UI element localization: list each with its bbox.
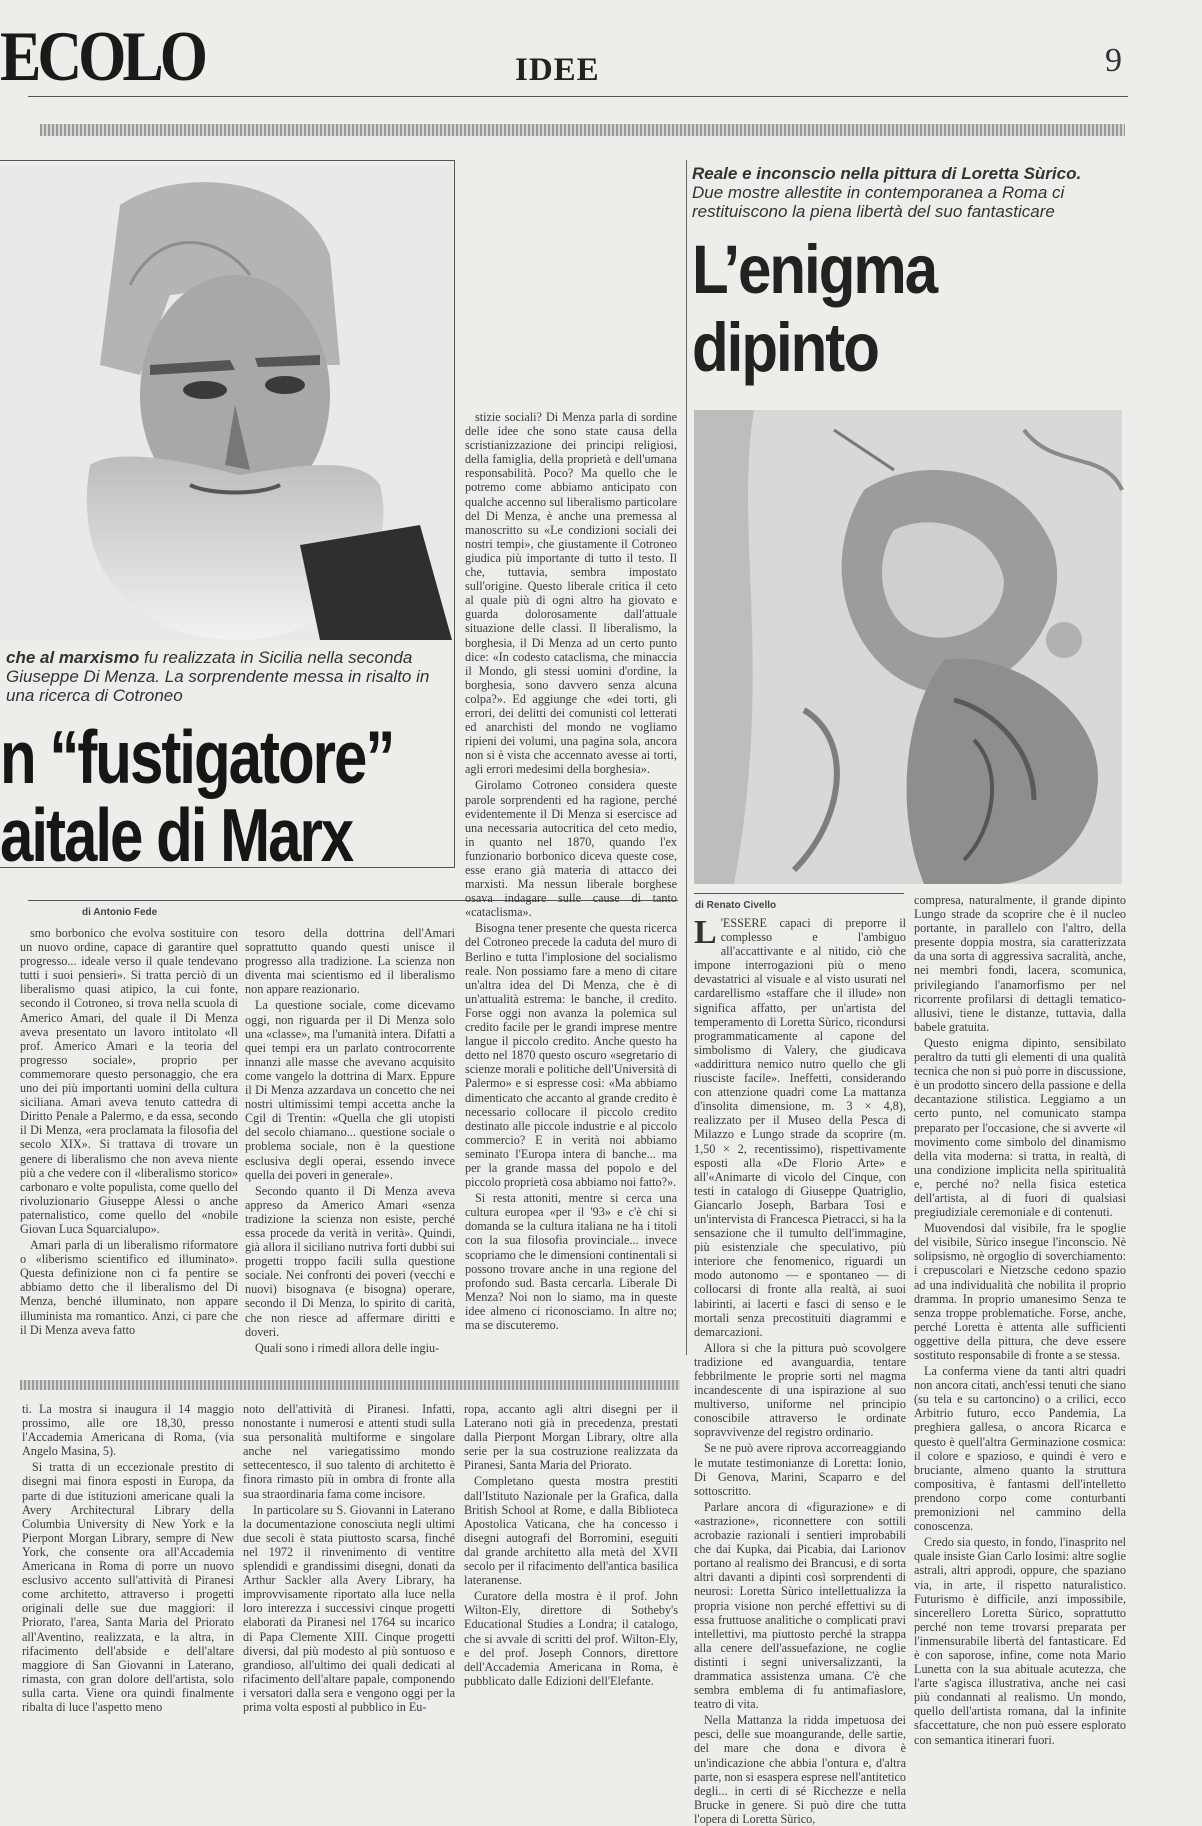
left-column-3 [465, 410, 677, 1356]
paragraph: noto dell'attività di Piranesi. Infatti, nonostante i numerosi e attenti studi sulla sua personalità multiforme e singolare anche nel variegatissimo mondo settecentesco, il suo talento di architetto è finora rimasto più in ombra di fronte alla sua straordinaria fama come incisore. [243, 1402, 455, 1501]
bottom-band [20, 1380, 680, 1390]
section-title: IDEE [515, 52, 600, 88]
header-rule [28, 96, 1128, 97]
left-headline-line2: aitale di Marx [0, 793, 353, 877]
right-column-2 [914, 893, 1126, 1754]
paragraph: Questo enigma dipinto, sensibilato peraltro da tutti gli elementi di una qualità tecnica che non si può porre in discussione, è un prodotto sincero della passione e della decantazione stilistica. Leggiamo a un certo punto, nel comunicato stampa preparato per l'occasione, che si avverte «il movimento come simbolo del dinamismo della vita moderna: si tratta, in realtà, di una condizione implicita nella spiritualità e, perché no? nella fisica estetica dell'artista, al di fuori di qualsiasi pregiudiziale ceremoniale e di contenuti. [914, 1035, 1126, 1220]
byline-rule-right [694, 893, 904, 894]
right-kicker [692, 164, 1092, 221]
painting-illustration [694, 410, 1122, 884]
bottom-column-3 [464, 1402, 678, 1754]
kicker-text: Due mostre allestite in contemporanea a Roma ci restituiscono la piena libertà del suo fantasticare [692, 183, 1065, 221]
paragraph: Curatore della mostra è il prof. John Wilton-Ely, direttore di Sotheby's Educational Studies a Londra; il catalogo, che si avvale di scritti del prof. Wilton-Ely, e del prof. Joseph Connors, direttore dell'Accademia Americana in Roma, è pubblicato dalle Edizioni dell'Elefante. [464, 1589, 678, 1688]
paragraph: Parlare ancora di «figurazione» e di «astrazione», riconnettere con sottili acrobazie razionali i sentieri improbabili che dai Kupka, dai Picabia, dai Larionov portano al realismo dei Brancusi, e di sorta altri davanti a dipinti così sorprendenti di neurosi: Loretta Sùrico intellettualizza la propria visione non perché effettivi su di essa fruttuose analitiche o complicati pravi intellettivi, ma piuttosto perché la strappa alla cenere dell'assuefazione, ne coglie distinti i segni universalizzanti, la drammatica assistenza umana. C'è che sembra emblema di fu antimafiaslore, teatro di vita. [694, 1499, 906, 1712]
caption-bold: che al marxismo [6, 648, 140, 667]
paragraph: Si tratta di un eccezionale prestito di disegni mai finora esposti in Europa, da parte di due istituzioni americane quali la Avery Architectural Library della Columbia University di New York e la Pierpont Morgan Library, sempre di New York, che consente ora all'Accademia Americana in Roma di porre un nuovo esclusivo accento sull'attività di Piranesi come architetto, attraverso i progetti originali delle sue due maggiori: il Priorato, l'area, Santa Maria del Priorato all'Aventino, realizzata, e la altra, in rifacimento dell'abside e dell'altare maggiore di San Giovanni in Laterano, rimasta, con gran dolore dell'artista, solo sulla carta. Viene ora quindi finalmente ribalta di luce l'aspetto meno [22, 1460, 234, 1714]
left-column-1 [20, 926, 238, 1356]
paragraph: smo borbonico che evolva sostituire con un nuovo ordine, capace di garantire quel progresso... ideale verso il quale tendevano tutti i suoi pensieri». Si tratta perciò di un liberalismo quasi atipico, la cui fonte, secondo il Cotroneo, si trova nella scuola di Americo Amari, del quale il Di Menza aveva presentato un lavoro intitolato «Il prof. Americo Amari e la teoria del progresso sociale», proprio per commemorare questo personaggio, che era uno dei più importanti uomini della cultura siciliana. Amari aveva tenuto cattedra di Diritto Penale a Palermo, e da essa, secondo il Di Menza, «era proclamata la filosofia del secolo XIX». Si trattava di trovare un genere di liberalismo che non aveva niente più a che vedere con il «liberalismo storico» carbonaro e volte populista, come quello del rivoluzionario Giuseppe Alessi o anche paternalistico, come quello del «nobile Giovan Luca Squarcialupo». [20, 926, 238, 1236]
paragraph: Quali sono i rimedi allora delle ingiu- [255, 1340, 440, 1355]
paragraph: Bisogna tener presente che questa ricerca del Cotroneo precede la caduta del muro di Berlino e tutta l'implosione del socialismo reale. Non possiamo fare a meno di citare un'altra idea del Di Menza, che è di un'attualità estrema: le banche, il credito. Forse oggi non avanza la polemica sul credito facile per le grandi imprese mentre langue il piccolo credito. Anche questo ha detto nel 1870 questo oscuro «segretario di scienze morali e politiche dell'Università di Palermo» e si espresse così: «Ma abbiamo dimenticato che accanto al grande credito è necessario collocare il piccolo credito destinato alle piccole industrie e al piccolo commercio? E in verità noi abbiamo seminato l'Europa intera di banche... ma per la grande massa del popolo e del piccolo proprietà cosa abbiamo noi fatto?». [465, 921, 677, 1190]
bottom-column-2 [243, 1402, 455, 1754]
paragraph: La questione sociale, come dicevamo oggi, non riguarda per il Di Menza solo una «classe», ma l'umanità intera. Difatti a quei tempi era un parlato controcorrente innanzi alle masse che avevano acquisito come vangelo la dottrina di Marx. Eppure il Di Menza azzardava un concetto che nei nostri ultimissimi tempi accetta anche la Cgil di Trentin: «Quella che gli utopisti del secolo chiamano... questione sociale o problema sociale, non è la questione esclusiva degli operai, essendo invece quella dei poveri in generale». [245, 998, 455, 1182]
paragraph: Allora si che la pittura può scovolgere tradizione ed avanguardia, tentare febbrilmente le proprie sorti nel magma incandescente di una ispirazione al suo multiverso, uniforme nel principio conoscibile attraverso le ordinate sopravvivenze del registro ordinario. [694, 1340, 906, 1440]
bottom-column-1 [22, 1402, 234, 1754]
paragraph: La conferma viene da tanti altri quadri non ancora citati, anch'essi tenuti che siano (su tela e su cartoncino) o a crilici, ecco Arbitrio futuro, ecco Pandemia, La preghiera gallesa, o ancora Ricarca e questo è quell'altra Germinazione cosmica: il colore e spazioso, e quindi è vero e bruciante, almeno quanto la struttura compositiva, è fantasmi dell'intelletto prendono corpo come conturbanti premonizioni nel cammino della conoscenza. [914, 1364, 1126, 1534]
portrait-photo [0, 165, 452, 640]
paragraph: Girolamo Cotroneo considera queste parole sorprendenti ed ha ragione, perché evidentemente il Di Menza si esercisce ad una necessaria autocritica del ceto medio, in quanto nel 1870, quando l'ex funzionario borbonico diceva queste cose, esse erano già materia di attacco dei marxisti. Ma nessun liberale borghese osava indagare sulle cause di tanto «cataclisma». [465, 778, 677, 920]
paragraph: Completano questa mostra prestiti dall'Istituto Nazionale per la Grafica, dalla British School at Rome, e dalla Biblioteca Apostolica Vaticana, che ha concesso i disegni autografi del Borromini, eseguiti dal grande architetto alla metà del XVII secolo per il rifacimento dell'antica basilica lateranense. [464, 1474, 678, 1588]
right-byline: di Renato Civello [695, 900, 777, 911]
paragraph [694, 916, 906, 1339]
paragraph: Muovendosi dal visibile, fra le spoglie del visibile, Sùrico insegue l'inconscio. Nè solipsismo, nè orgoglio di soverchiamento: i crepuscolari e Nietzsche cedono spazio ad una individualità che nobilita il proprio dramma. In proprio umanesimo Senza te senza troppe problematiche. Forse, anche, perché Loretta è attenta alle sufficienti oggettive della pittura, che deve essere sostituto responsabile di fronte a se stessa. [914, 1221, 1126, 1362]
caption-text: fu realizzata in Sicilia nella seconda Giuseppe Di Menza. La sorprendente messa in risalto in una ricerca di Cotroneo [6, 648, 430, 705]
right-headline-line2: dipinto [692, 308, 878, 386]
top-band [40, 124, 1125, 136]
masthead: ECOLO [0, 17, 204, 97]
kicker-bold: Reale e inconscio nella pittura di Loretta Sùrico. [692, 164, 1082, 183]
paragraph: Amari parla di un liberalismo riformatore o «liberismo scientifico ed illuminato». Questa definizione non ci fa pentire se abbiamo detto che il liberalismo del Di Menza, benché illuminato, non appare illuminista ma romantico. Anzi, ci pare che il Di Menza aveva fatto [20, 1238, 238, 1337]
paragraph: ropa, accanto agli altri disegni per il Laterano noti già in precedenza, prestati dalla Pierpont Morgan Library, oltre alla serie per la sua costruzione realizzata da Piranesi, Santa Maria del Priorato. [464, 1402, 678, 1473]
drop-cap: L [694, 914, 717, 951]
paragraph: Nella Mattanza la ridda impetuosa dei pesci, delle sue moangurande, delle sartie, del mare che dona e divora è un'indicazione che abbia l'ontura e, d'altra parte, non si esaspera esprese nell'antitetico degli... in certi di sé Ricchezze e nella Brucke in genere. Si può dire che tutta l'opera di Loretta Sùrico, [694, 1713, 907, 1826]
paragraph: Credo sia questo, in fondo, l'inasprito nel quale insiste Gian Carlo Iosimi: altre soglie astrali, altri approdi, oppure, che spaziano via, in arte, il rispetto naturalistico. Futurismo è difficile, anzi impossibile, sincerellero Loretta Sùrico, soprattutto perché non teme trovarsi preparata per l'inmensurabile libertà del fantasticare. Ed è con saporose, infine, come nota Mario Lunetta con la sua abituale acutezza, che l'arte s'agisca illustrativa, anche nei casi più condannati al realismo. Un mondo, quello dell'artista romana, dal la infinite sfaccettature, che non può essere esplorato con semantica itinerari fuori. [914, 1535, 1126, 1747]
paragraph: Se ne può avere riprova accorreaggiando le mutate testimonianze di Loretta: Ionio, Di Genova, Marini, Scaparro e del sottoscritto. [694, 1441, 906, 1498]
right-column-1 [694, 914, 907, 1826]
right-headline-line1: L’enigma [692, 230, 937, 308]
page-number: 9 [1105, 42, 1122, 79]
paragraph: Si resta attoniti, mentre si cerca una cultura europea «per il '93» e c'è chi si domanda se la cultura italiana ne ha i titoli con la sua filosofia provinciale... invece scopriamo che le dimensioni continentali si possono trovare anche in una regione del profondo sud. Basta cercarla. Liberale Di Menza? Noi non lo siamo, ma in queste idee almeno ci riconosciamo. In altre no; ma se discuteremo. [465, 1191, 677, 1332]
paragraph-text: 'ESSERE capaci di preporre il complesso e l'ambiguo all'accattivante e al nitido, ciò che impone interrogazioni più o meno devastatrici al visuale e al visto usurati nel cardarellismo «staffare che il illude» non significa affatto, per un'artista del temperamento di Loretta Sùrico, ricondursi programmaticamente al capone del simbolismo di Valery, che giudicava «addirittura nemico nutro quello che gli riusciste facile». Ineffetti, considerando con attenzione quadri come La mattanza d'insolita dimensione, m. 3 × 4,8), realizzato per il Museo della Pesca di Milazzo e Lungo strade da scoprire (m. 1,50 × 2, recentissimo), rispettivamente esposti alla «De Florio Arte» e all'«Animarte di vicolo del Cinque, con testi in catalogo di Giuseppe Quatriglio, Giancarlo Joseph, Barbara Tosi e un'intervista di Francesca Pietracci, si ha la sensazione che il tumulto dell'immagine, più esistenziale che speculativo, più interiore che fenomenico, riguardi un modo autonomo — e spontaneo — di collocarsi di fronte alla realtà, ai suoi labirinti, ai lacerti e fasci di senso e le mortali senza precostituiti diagrammi e demarcazioni. [694, 916, 906, 1339]
column-divider [686, 160, 687, 1355]
portrait-illustration [0, 165, 452, 640]
left-byline: di Antonio Fede [82, 907, 158, 918]
left-headline-line1: n “fustigatore” [0, 715, 394, 799]
paragraph: compresa, naturalmente, il grande dipinto Lungo strade da scoprire che è il nucleo portante, in parallelo con l'altro, della presente doppia mostra, sia caratterizzata da una sorta di aggressiva sacralità, anche, nei membri fondi, lacera, scomunica, privilegiando l'anamorfismo per nel ricorrente profilarsi di dettagli tematico-allusivi, tiene le distanze, tuttavia, dalla babele gratuita. [914, 893, 1126, 1034]
painting-image [694, 410, 1122, 884]
paragraph: tesoro della dottrina dell'Amari soprattutto quando questi unisce il progresso alla tradizione. La scienza non diventa mai scientismo ed il liberalismo non appare reazionario. [245, 926, 455, 997]
paragraph: ti. La mostra si inaugura il 14 maggio prossimo, alle ore 18,30, presso l'Accademia Americana di Roma, (via Angelo Masina, 5). [22, 1402, 234, 1459]
paragraph: In particolare su S. Giovanni in Laterano la documentazione conosciuta negli ultimi due secoli è stata piuttosto scarsa, finché nel 1972 il rinvenimento di ventitre splendidi e grandissimi disegni, donati da Arthur Sackler alla Avery Library, ha improvvisamente riportato alla luce nella loro interezza i successivi cinque progetti elaborati da Piranesi nel 1764 su incarico di Papa Clemente XIII. Cinque progetti diversi, dal più modesto al più sontuoso e grandioso, all'ultimo dei quali dedicati al rifacimento dell'altare papale, componendo i versatori dalla sera e vengono oggi per la prima volta esposti al pubblico in Eu- [243, 1502, 455, 1714]
paragraph: Secondo quanto il Di Menza aveva appreso da Americo Amari «senza tradizione la scienza non esiste, perché essa procede da verità in verità». Quindi, già allora il siciliano nutriva forti dubbi sui progetti troppo facili sulla questione sociale. Nei confronti dei poveri (vecchi e nuovi) bisognava (e bisogna) operare, secondo il Di Menza, lo spirito di carità, che non riesce ad affermare diritti e doveri. [245, 1183, 455, 1339]
paragraph: stizie sociali? Di Menza parla di sordine delle idee che sono state causa della scristianizzazione dei principi religiosi, della famiglia, della proprietà e dell'umana responsabilità. Poco? Ma quello che le potremo come abbiamo anticipato con qualche accenno sul liberalismo particolare del Di Menza, è anche una premessa al manoscritto su «Le condizioni sociali dei nostri tempi», che giustamente il Cotroneo giudica più importante di tutto il testo. Il che, tuttavia, sembra impostato sull'origine. Questo liberale critica il ceto al quale più di ogni altro ha giovato e guarda dolorosamente dall'attuale situazione delle classi. Il liberalismo, la borghesia, il Di Menza ad un certo punto dice: «In codesto cataclisma, che minaccia il Mondo, gli stessi uomini d'ordine, la borghesia, sono davvero senza alcuna colpa?». Ed aggiunge che «dei torti, gli errori, dei delitti dei comunisti col letterati ed anarchisti del mondo ne vogliamo ripieni dei volumi, una pagina sola, ancora non si è vista che accennato avesse ai torti, agli errori medesimi della borghesia». [465, 410, 677, 777]
left-column-2 [245, 926, 455, 1356]
photo-caption [6, 648, 446, 705]
